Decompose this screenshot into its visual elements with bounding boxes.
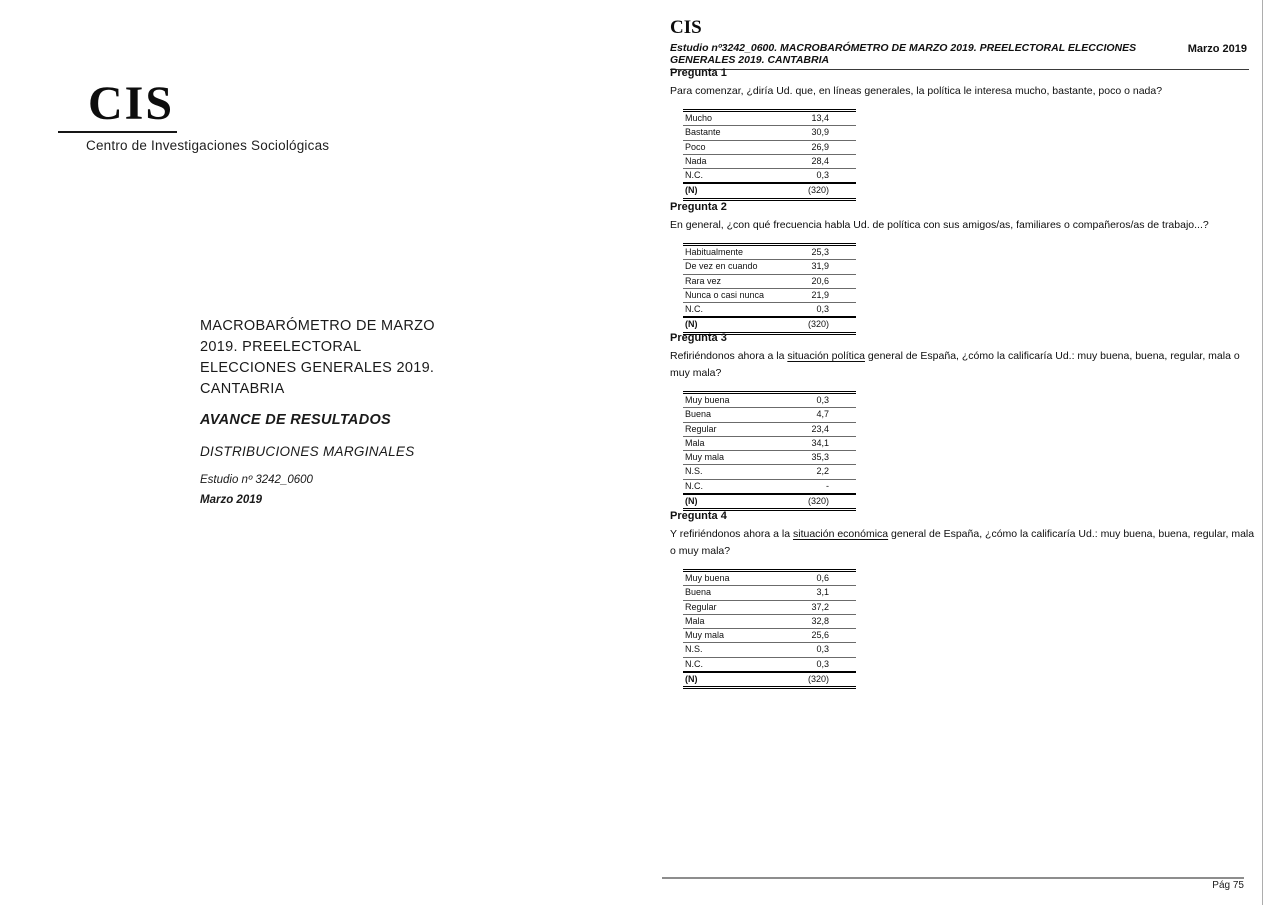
- table-row: [683, 479, 856, 494]
- study-reference-line: GENERALES 2019. CANTABRIA: [670, 54, 830, 66]
- row-label-cell: N.S.: [683, 465, 779, 479]
- row-value-cell: 0,3: [779, 643, 856, 657]
- total-label-cell: (N): [683, 317, 779, 333]
- table-row: [683, 245, 856, 260]
- row-label-cell: Habitualmente: [683, 245, 779, 260]
- estudio-number: Estudio nº 3242_0600: [200, 474, 313, 486]
- row-value-cell: 26,9: [779, 140, 856, 154]
- question-text: En general, ¿con qué frecuencia habla Ud. de política con sus amigos/as, familiares o compañeros/as de trabajo...?: [670, 219, 1209, 231]
- table-row: [683, 126, 856, 140]
- row-label-cell: De vez en cuando: [683, 260, 779, 274]
- total-row: [683, 494, 856, 510]
- cis-wordmark: CIS: [88, 77, 175, 130]
- row-value-cell: 25,3: [779, 245, 856, 260]
- distribuciones-heading: DISTRIBUCIONES MARGINALES: [200, 444, 415, 459]
- row-value-cell: 0,3: [779, 393, 856, 408]
- table-row: [683, 393, 856, 408]
- row-label-cell: N.C.: [683, 169, 779, 184]
- page-edge-line: [1262, 0, 1263, 905]
- table-row: [683, 303, 856, 318]
- table-row: [683, 629, 856, 643]
- row-value-cell: 0,3: [779, 657, 856, 672]
- header-cis-wordmark: CIS: [670, 17, 702, 38]
- question-text: Y refiriéndonos ahora a la situación económica general de España, ¿cómo la calificaría Ud.: muy buena, buena, regular, mala o muy mala?: [670, 528, 1255, 557]
- row-label-cell: Nada: [683, 154, 779, 168]
- table-row: [683, 154, 856, 168]
- results-table: [683, 243, 856, 335]
- study-reference-line: Estudio nº3242_0600. MACROBARÓMETRO DE MARZO 2019. PREELECTORAL ELECCIONES: [670, 42, 1137, 54]
- report-title-line: ELECCIONES GENERALES 2019.: [200, 360, 435, 376]
- report-date: Marzo 2019: [200, 494, 263, 506]
- row-label-cell: Mala: [683, 614, 779, 628]
- row-label-cell: Muy buena: [683, 571, 779, 586]
- table-row: [683, 274, 856, 288]
- question-section: [670, 509, 1255, 689]
- row-label-cell: Muy buena: [683, 393, 779, 408]
- row-label-cell: Nunca o casi nunca: [683, 288, 779, 302]
- row-value-cell: 21,9: [779, 288, 856, 302]
- total-label-cell: (N): [683, 183, 779, 199]
- total-value-cell: (320): [779, 494, 856, 510]
- question-label: Pregunta 1: [670, 67, 727, 79]
- logo-underline: [58, 131, 177, 133]
- table-row: [683, 465, 856, 479]
- row-value-cell: 3,1: [779, 586, 856, 600]
- title-block: [200, 316, 448, 506]
- table-row: [683, 571, 856, 586]
- table-row: [683, 169, 856, 184]
- row-value-cell: 30,9: [779, 126, 856, 140]
- row-label-cell: N.S.: [683, 643, 779, 657]
- row-label-cell: Bastante: [683, 126, 779, 140]
- table-row: [683, 451, 856, 465]
- right-page: [670, 0, 1258, 905]
- question-section: [670, 200, 1255, 335]
- question-label: Pregunta 4: [670, 510, 727, 522]
- table-row: [683, 260, 856, 274]
- row-value-cell: -: [779, 479, 856, 494]
- results-table: [683, 391, 856, 511]
- row-label-cell: Poco: [683, 140, 779, 154]
- row-value-cell: 0,3: [779, 169, 856, 184]
- table-row: [683, 140, 856, 154]
- row-label-cell: Mala: [683, 436, 779, 450]
- total-label-cell: (N): [683, 672, 779, 688]
- question-label: Pregunta 2: [670, 201, 727, 213]
- results-table: [683, 569, 856, 689]
- row-label-cell: Rara vez: [683, 274, 779, 288]
- row-label-cell: N.C.: [683, 303, 779, 318]
- question-label: Pregunta 3: [670, 332, 727, 344]
- total-row: [683, 672, 856, 688]
- page-number: Pág 75: [1212, 880, 1244, 891]
- row-value-cell: 28,4: [779, 154, 856, 168]
- row-value-cell: 20,6: [779, 274, 856, 288]
- row-label-cell: Muy mala: [683, 629, 779, 643]
- header-date: Marzo 2019: [1187, 43, 1247, 55]
- table-row: [683, 586, 856, 600]
- total-value-cell: (320): [779, 183, 856, 199]
- report-title-line: MACROBARÓMETRO DE MARZO: [200, 318, 435, 334]
- table-row: [683, 614, 856, 628]
- row-label-cell: Regular: [683, 422, 779, 436]
- row-label-cell: Regular: [683, 600, 779, 614]
- table-row: [683, 111, 856, 126]
- logo-subtitle: Centro de Investigaciones Sociológicas: [86, 138, 330, 153]
- report-title-line: CANTABRIA: [200, 381, 285, 397]
- table-row: [683, 288, 856, 302]
- row-value-cell: 32,8: [779, 614, 856, 628]
- question-section: [670, 331, 1255, 511]
- results-table: [683, 109, 856, 201]
- row-value-cell: 2,2: [779, 465, 856, 479]
- row-label-cell: N.C.: [683, 479, 779, 494]
- row-value-cell: 4,7: [779, 408, 856, 422]
- row-value-cell: 35,3: [779, 451, 856, 465]
- avance-heading: AVANCE DE RESULTADOS: [200, 412, 392, 428]
- total-value-cell: (320): [779, 317, 856, 333]
- table-row: [683, 408, 856, 422]
- study-reference: [670, 42, 1215, 66]
- row-value-cell: 13,4: [779, 111, 856, 126]
- cis-logo: [58, 77, 330, 153]
- total-value-cell: (320): [779, 672, 856, 688]
- row-label-cell: Buena: [683, 408, 779, 422]
- footer-divider: [662, 877, 1244, 879]
- total-row: [683, 183, 856, 199]
- row-value-cell: 0,3: [779, 303, 856, 318]
- row-value-cell: 31,9: [779, 260, 856, 274]
- row-label-cell: Muy mala: [683, 451, 779, 465]
- table-row: [683, 422, 856, 436]
- row-value-cell: 23,4: [779, 422, 856, 436]
- page-header: [670, 17, 1249, 70]
- row-value-cell: 0,6: [779, 571, 856, 586]
- report-title-line: 2019. PREELECTORAL: [200, 339, 362, 355]
- report-title: [200, 316, 448, 400]
- row-value-cell: 34,1: [779, 436, 856, 450]
- table-row: [683, 643, 856, 657]
- question-text: Refiriéndonos ahora a la situación política general de España, ¿cómo la calificaría Ud.: muy buena, buena, regular, mala o muy mala?: [670, 350, 1240, 379]
- row-value-cell: 25,6: [779, 629, 856, 643]
- table-row: [683, 436, 856, 450]
- row-label-cell: N.C.: [683, 657, 779, 672]
- row-label-cell: Mucho: [683, 111, 779, 126]
- question-text: Para comenzar, ¿diría Ud. que, en líneas generales, la política le interesa mucho, bastante, poco o nada?: [670, 85, 1163, 97]
- row-value-cell: 37,2: [779, 600, 856, 614]
- row-label-cell: Buena: [683, 586, 779, 600]
- total-label-cell: (N): [683, 494, 779, 510]
- table-row: [683, 657, 856, 672]
- question-section: [670, 66, 1255, 201]
- table-row: [683, 600, 856, 614]
